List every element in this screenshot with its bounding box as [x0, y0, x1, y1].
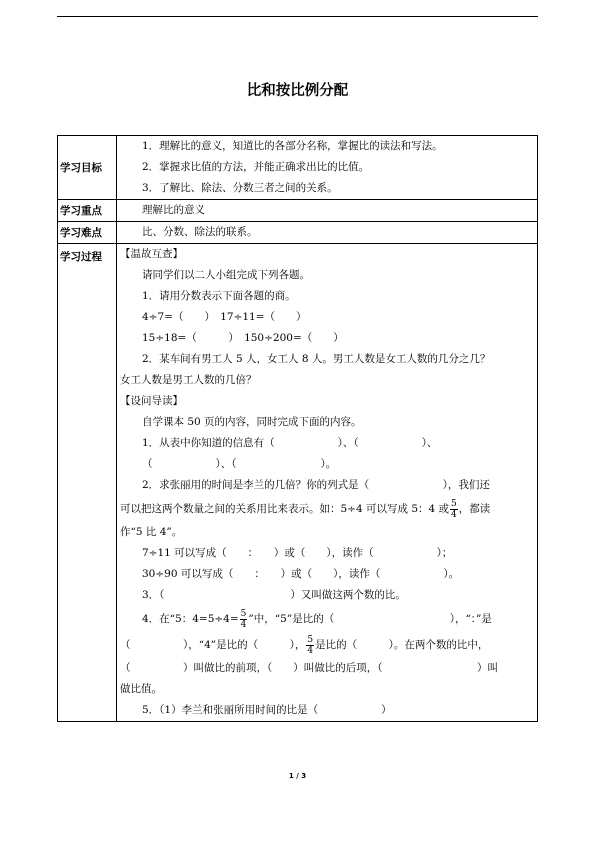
process-line: 1．从表中你知道的信息有（ ）、（ ）、 [142, 437, 438, 449]
fraction [306, 635, 314, 656]
key-row [58, 200, 538, 222]
process-line: 7÷11 可以写成（ ： ）或（ ），读作（ ）； [142, 547, 453, 559]
process-line: 15÷18=（ ） 150÷200=（ ） [142, 332, 344, 344]
process-text: ”中，“5”是比的（ ），“：”是 [248, 613, 492, 625]
process-line: 4÷7=（ ） 17÷11=（ ） [142, 311, 307, 323]
key-content [117, 200, 538, 222]
process-text: （ ），“4”是比的（ ）， [120, 639, 306, 651]
process-content [117, 244, 538, 722]
page-title: 比和按比例分配 [246, 83, 349, 99]
goal-item: 1．理解比的意义，知道比的各部分名称，掌握比的读法和写法。 [142, 140, 443, 152]
section-heading: 【温故互查】 [120, 248, 183, 260]
process-text: 4．在“5：4=5÷4= [142, 613, 239, 625]
key-text: 理解比的意义 [142, 204, 205, 216]
fraction-denominator: 4 [307, 645, 314, 656]
process-line: 作“5 比 4”。 [120, 526, 183, 538]
goals-label: 学习目标 [58, 136, 117, 200]
process-text: ，都读 [458, 503, 491, 515]
process-line: 请同学们以二人小组完成下列各题。 [142, 269, 310, 281]
process-line: （ ）、（ ）。 [142, 458, 337, 470]
difficulty-row [58, 222, 538, 244]
process-line: 2．求张丽用的时间是李兰的几倍？你的列式是（ ），我们还 [142, 479, 490, 491]
fraction [240, 609, 248, 630]
process-line: 2．某车间有男工人 5 人，女工人 8 人。男工人数是女工人数的几分之几？ [142, 353, 491, 365]
fraction-numerator: 5 [451, 498, 457, 509]
process-line: 1．请用分数表示下面各题的商。 [142, 290, 296, 302]
key-label: 学习重点 [58, 200, 117, 222]
process-line [117, 632, 537, 658]
process-line: （ ）叫做比的前项，（ ）叫做比的后项，（ ）叫 [120, 662, 498, 674]
fraction-numerator: 5 [240, 608, 247, 619]
process-line: 30÷90 可以写成（ ： ）或（ ），读作（ ）。 [142, 568, 460, 580]
fraction-numerator: 5 [307, 634, 314, 645]
difficulty-label: 学习难点 [58, 222, 117, 244]
goal-item: 3．了解比、除法、分数三者之间的关系。 [142, 182, 338, 194]
process-line: 女工人数是男工人数的几倍？ [120, 374, 257, 386]
process-line [117, 496, 537, 522]
goal-item: 2．掌握求比值的方法，并能正确求出比的比值。 [142, 161, 370, 173]
page-number: 1 / 3 [288, 772, 307, 780]
goals-row [58, 136, 538, 200]
process-line: 做比值。 [120, 683, 162, 695]
fraction-denominator: 4 [240, 619, 247, 630]
process-text: 可以把这两个数量之间的关系用比来表示。如：5÷4 可以写成 5：4 或 [120, 503, 450, 515]
fraction [450, 499, 458, 520]
difficulty-content [117, 222, 538, 244]
process-line: 自学课本 50 页的内容，同时完成下面的内容。 [142, 416, 362, 428]
process-line: 5．（1）李兰和张丽所用时间的比是（ ） [142, 704, 392, 716]
process-line: 3．（ ）又叫做这两个数的比。 [142, 589, 406, 601]
fraction-denominator: 4 [451, 509, 457, 520]
goals-content [117, 136, 538, 200]
process-line [117, 606, 537, 632]
lesson-table [57, 135, 538, 722]
header-rule [57, 16, 538, 17]
process-text: 是比的（ ）。在两个数的比中， [315, 639, 489, 651]
process-label: 学习过程 [58, 244, 117, 722]
section-heading: 【设问导读】 [120, 395, 183, 407]
process-row [58, 244, 538, 722]
difficulty-text: 比、分数、除法的联系。 [142, 226, 258, 238]
